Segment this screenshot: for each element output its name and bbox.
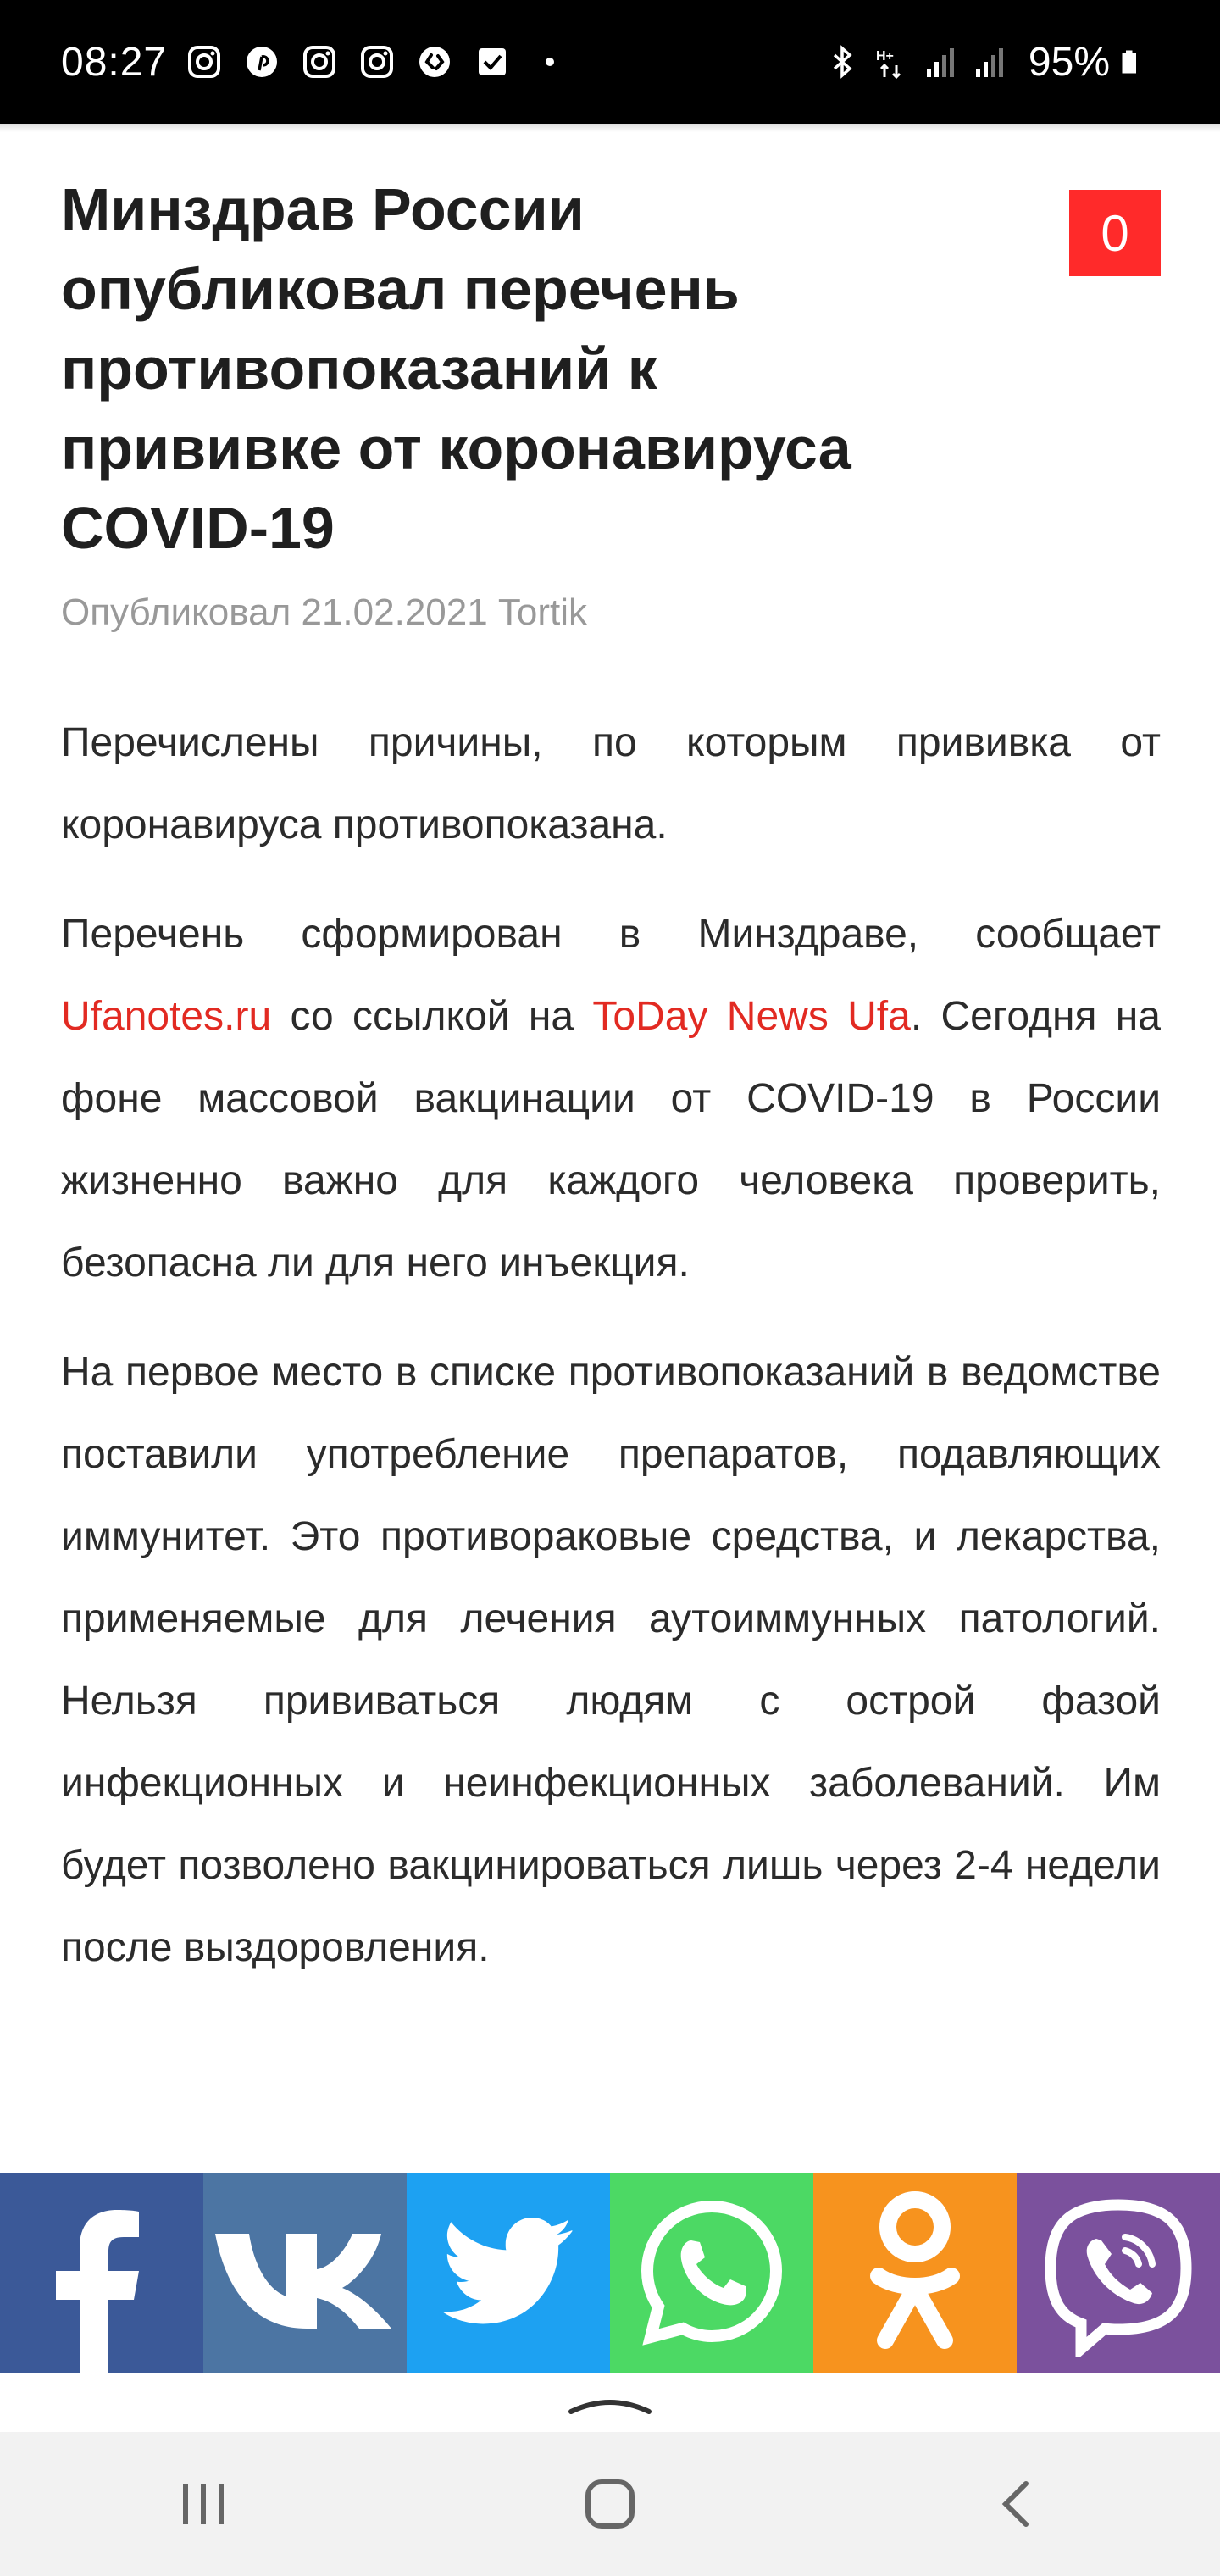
paragraph-text: со ссылкой на xyxy=(271,994,593,1039)
facebook-icon xyxy=(0,2173,203,2373)
network-type-icon xyxy=(874,45,908,79)
signal-icon xyxy=(973,45,1006,79)
share-whatsapp-button[interactable] xyxy=(610,2173,813,2373)
pinterest-icon xyxy=(245,45,279,79)
paragraph-text: . Сегодня на фоне массовой вакцинации от COVID-19 в России жизненно важно для каждого человека проверить, безопасна ли для него инъекция. xyxy=(61,994,1161,1285)
share-vk-button[interactable] xyxy=(203,2173,407,2373)
share-odnoklassniki-button[interactable] xyxy=(813,2173,1017,2373)
article-title: Минздрав России опубликовал перечень противопоказаний к прививке от коронавируса COVID-19 xyxy=(61,176,851,561)
instagram-icon xyxy=(360,45,394,79)
whatsapp-icon xyxy=(635,2196,788,2349)
share-viber-button[interactable] xyxy=(1017,2173,1220,2373)
share-twitter-button[interactable] xyxy=(407,2173,610,2373)
dot-icon xyxy=(533,45,567,79)
vk-icon xyxy=(212,2213,398,2332)
home-icon xyxy=(583,2477,637,2531)
chevron-up-icon xyxy=(568,2390,652,2415)
article-paragraph: Перечислены причины, по которым прививка от коронавируса противопоказана. xyxy=(61,720,1161,847)
odnoklassniki-icon xyxy=(860,2188,970,2357)
source-link-ufanotes[interactable]: Ufanotes.ru xyxy=(61,994,272,1039)
viber-icon xyxy=(1034,2188,1203,2357)
article-meta: Опубликовал 21.02.2021 Tortik xyxy=(61,591,588,633)
status-time: 08:27 xyxy=(61,39,168,85)
article-paragraph xyxy=(61,893,1161,1304)
home-button[interactable] xyxy=(551,2453,669,2555)
collapse-share-bar[interactable] xyxy=(0,2373,1220,2432)
recent-apps-button[interactable] xyxy=(144,2453,263,2555)
signal-icon xyxy=(923,45,957,79)
back-icon xyxy=(995,2479,1038,2529)
paragraph-text: Перечень сформирован в Минздраве, сообщает xyxy=(61,912,1161,957)
instagram-icon xyxy=(302,45,336,79)
battery-percentage: 95% xyxy=(1028,39,1110,85)
instagram-icon xyxy=(187,45,221,79)
article xyxy=(61,169,1161,1989)
status-bar xyxy=(0,0,1220,124)
recent-apps-icon xyxy=(178,2479,229,2529)
bluetooth-icon xyxy=(825,45,859,79)
share-bar xyxy=(0,2173,1220,2373)
source-link-today-news-ufa[interactable]: ToDay News Ufa xyxy=(592,994,911,1039)
svg-text:H+: H+ xyxy=(875,49,894,64)
system-navigation-bar xyxy=(0,2432,1220,2576)
status-bar-shadow xyxy=(0,124,1220,132)
article-paragraph: На первое место в списке противопоказаний в ведомстве поставили употребление препаратов, подавляющих иммунитет. Это противораковые средства, и лекарства, применяемые для лечения аутоиммунных патологий. Нельзя прививаться людям с острой фазой инфекционных и неинфекционных заболеваний. Им будет позволено вакцинироваться лишь через 2-4 недели после выздоровления. xyxy=(61,1350,1161,1970)
checkbox-icon xyxy=(475,45,509,79)
twitter-icon xyxy=(441,2218,576,2328)
shazam-icon xyxy=(418,45,452,79)
battery-icon xyxy=(1118,45,1144,79)
share-facebook-button[interactable] xyxy=(0,2173,203,2373)
comments-count-badge[interactable]: 0 xyxy=(1069,190,1161,276)
back-button[interactable] xyxy=(957,2453,1076,2555)
